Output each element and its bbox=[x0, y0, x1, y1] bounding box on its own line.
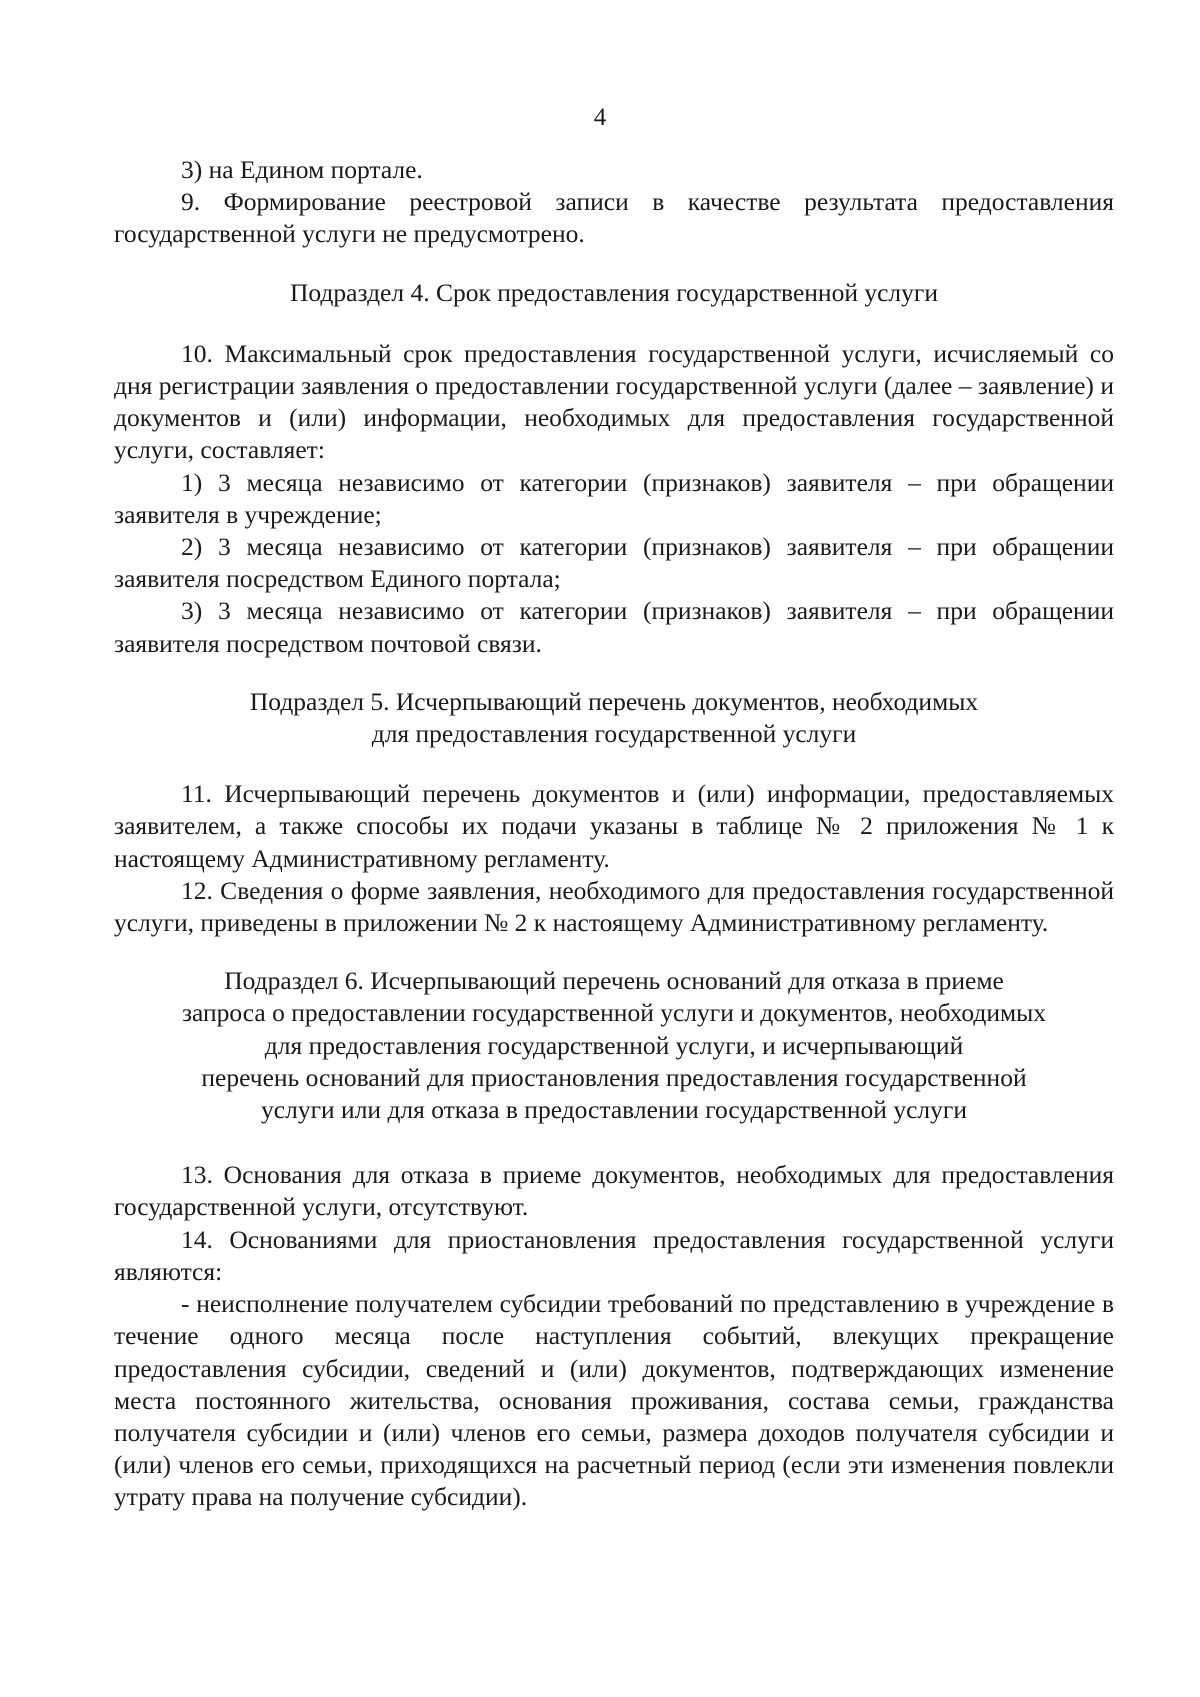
subsection-5-heading-line: Подраздел 5. Исчерпывающий перечень документов, необходимых bbox=[249, 686, 979, 716]
paragraph-item-9: 9. Формирование реестровой записи в качестве результата предоставления государственной услуги не предусмотрено. bbox=[114, 187, 1114, 249]
paragraph-item-14-dash: - неисполнение получателем субсидии требований по представлению в учреждение в течение одного месяца после наступления событий, влекущих прекращение предоставления субсидии, сведений и (или) документов, подтверждающих изменение места постоянного жительства, основания проживания, состава семьи, гражданства получателя субсидии и (или) членов его семьи, размера доходов получателя субсидии и (или) членов его семьи, приходящихся на расчетный период (если эти изменения повлекли утрату права на получение субсидии). bbox=[114, 1289, 1114, 1512]
subsection-5-heading-line: для предоставления государственной услуги bbox=[371, 719, 857, 749]
subsection-5-heading bbox=[114, 686, 1114, 750]
paragraph-item-11: 11. Исчерпывающий перечень документов и (или) информации, предоставляемых заявителем, а также способы их подачи указаны в таблице № 2 приложения № 1 к настоящему Административному регламенту. bbox=[114, 779, 1114, 873]
paragraph-item-10-1: 1) 3 месяца независимо от категории (признаков) заявителя – при обращении заявителя в учреждение; bbox=[114, 467, 1114, 529]
subsection-6-heading-line: услуги или для отказа в предоставлении государственной услуги bbox=[261, 1095, 967, 1125]
subsection-6-heading bbox=[114, 965, 1114, 1126]
paragraph-item-14: 14. Основаниями для приостановления предоставления государственной услуги являются: bbox=[114, 1224, 1114, 1286]
paragraph-item-10-2: 2) 3 месяца независимо от категории (признаков) заявителя – при обращении заявителя посредством Единого портала; bbox=[114, 532, 1114, 594]
paragraph-item-10: 10. Максимальный срок предоставления государственной услуги, исчисляемый со дня регистрации заявления о предоставлении государственной услуги (далее – заявление) и документов и (или) информации, необходимых для предоставления государственной услуги, составляет: bbox=[114, 338, 1114, 465]
paragraph-item-13: 13. Основания для отказа в приеме документов, необходимых для предоставления государственной услуги, отсутствуют. bbox=[114, 1160, 1114, 1222]
paragraph-item-12: 12. Сведения о форме заявления, необходимого для предоставления государственной услуги, приведены в приложении № 2 к настоящему Административному регламенту. bbox=[114, 875, 1114, 938]
subsection-6-heading-line: перечень оснований для приостановления предоставления государственной bbox=[201, 1062, 1027, 1092]
subsection-6-heading-line: Подраздел 6. Исчерпывающий перечень оснований для отказа в приеме bbox=[224, 966, 1004, 996]
paragraph-item-10-3: 3) 3 месяца независимо от категории (признаков) заявителя – при обращении заявителя посредством почтовой связи. bbox=[114, 596, 1114, 658]
page-number: 4 bbox=[593, 104, 607, 131]
subsection-6-heading-line: запроса о предоставлении государственной услуги и документов, необходимых bbox=[181, 998, 1047, 1028]
document-body bbox=[114, 154, 1114, 1514]
subsection-4-heading: Подраздел 4. Срок предоставления государственной услуги bbox=[290, 277, 938, 307]
paragraph-item-3: 3) на Едином портале. bbox=[181, 155, 423, 184]
subsection-6-heading-line: для предоставления государственной услуги, и исчерпывающий bbox=[264, 1030, 964, 1060]
